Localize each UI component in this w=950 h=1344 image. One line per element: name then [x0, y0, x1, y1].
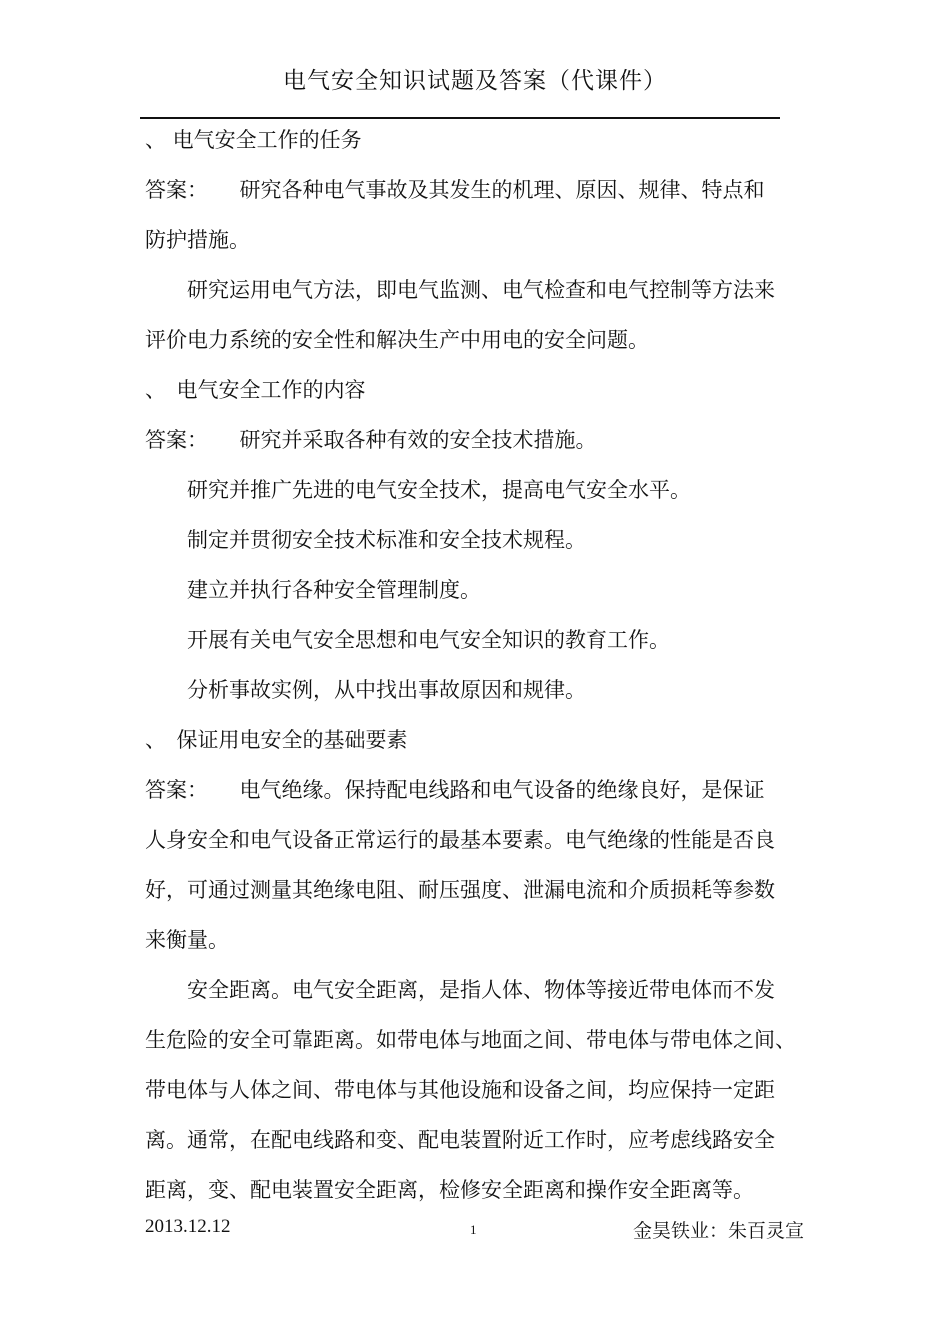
body-line: 研究运用电气方法，即电气监测、电气检查和电气控制等方法来 — [145, 278, 775, 302]
section-heading-1: 、 电气安全工作的任务 — [145, 128, 362, 152]
body-line: 带电体与人体之间、带电体与其他设施和设备之间，均应保持一定距 — [145, 1078, 775, 1102]
header-divider — [140, 117, 780, 119]
body-line: 研究并推广先进的电气安全技术，提高电气安全水平。 — [145, 478, 691, 502]
body-line: 人身安全和电气设备正常运行的最基本要素。电气绝缘的性能是否良 — [145, 828, 775, 852]
body-line: 分析事故实例，从中找出事故原因和规律。 — [145, 678, 586, 702]
footer-date: 2013.12.12 — [145, 1216, 231, 1237]
body-line: 距离，变、配电装置安全距离，检修安全距离和操作安全距离等。 — [145, 1178, 754, 1202]
footer-organization: 金昊铁业：朱百灵宣 — [632, 1221, 804, 1242]
body-line: 防护措施。 — [145, 228, 250, 252]
section-heading-3: 、 保证用电安全的基础要素 — [145, 728, 408, 752]
body-line: 好，可通过测量其绝缘电阻、耐压强度、泄漏电流和介质损耗等参数 — [145, 878, 775, 902]
body-line: 开展有关电气安全思想和电气安全知识的教育工作。 — [145, 628, 670, 652]
document-title: 电气安全知识试题及答案（代课件） — [283, 68, 667, 94]
body-line: 来衡量。 — [145, 928, 229, 952]
answer-line: 答案： 电气绝缘。保持配电线路和电气设备的绝缘良好，是保证 — [145, 778, 765, 802]
footer-page-number: 1 — [470, 1222, 477, 1237]
body-line: 建立并执行各种安全管理制度。 — [145, 578, 481, 602]
body-line: 生危险的安全可靠距离。如带电体与地面之间、带电体与带电体之间、 — [145, 1028, 796, 1052]
body-line: 评价电力系统的安全性和解决生产中用电的安全问题。 — [145, 328, 649, 352]
body-line: 安全距离。电气安全距离，是指人体、物体等接近带电体而不发 — [145, 978, 775, 1002]
answer-line: 答案： 研究各种电气事故及其发生的机理、原因、规律、特点和 — [145, 178, 765, 202]
body-line: 制定并贯彻安全技术标准和安全技术规程。 — [145, 528, 586, 552]
body-line: 离。通常，在配电线路和变、配电装置附近工作时，应考虑线路安全 — [145, 1128, 775, 1152]
answer-line: 答案： 研究并采取各种有效的安全技术措施。 — [145, 428, 597, 452]
section-heading-2: 、 电气安全工作的内容 — [145, 378, 366, 402]
